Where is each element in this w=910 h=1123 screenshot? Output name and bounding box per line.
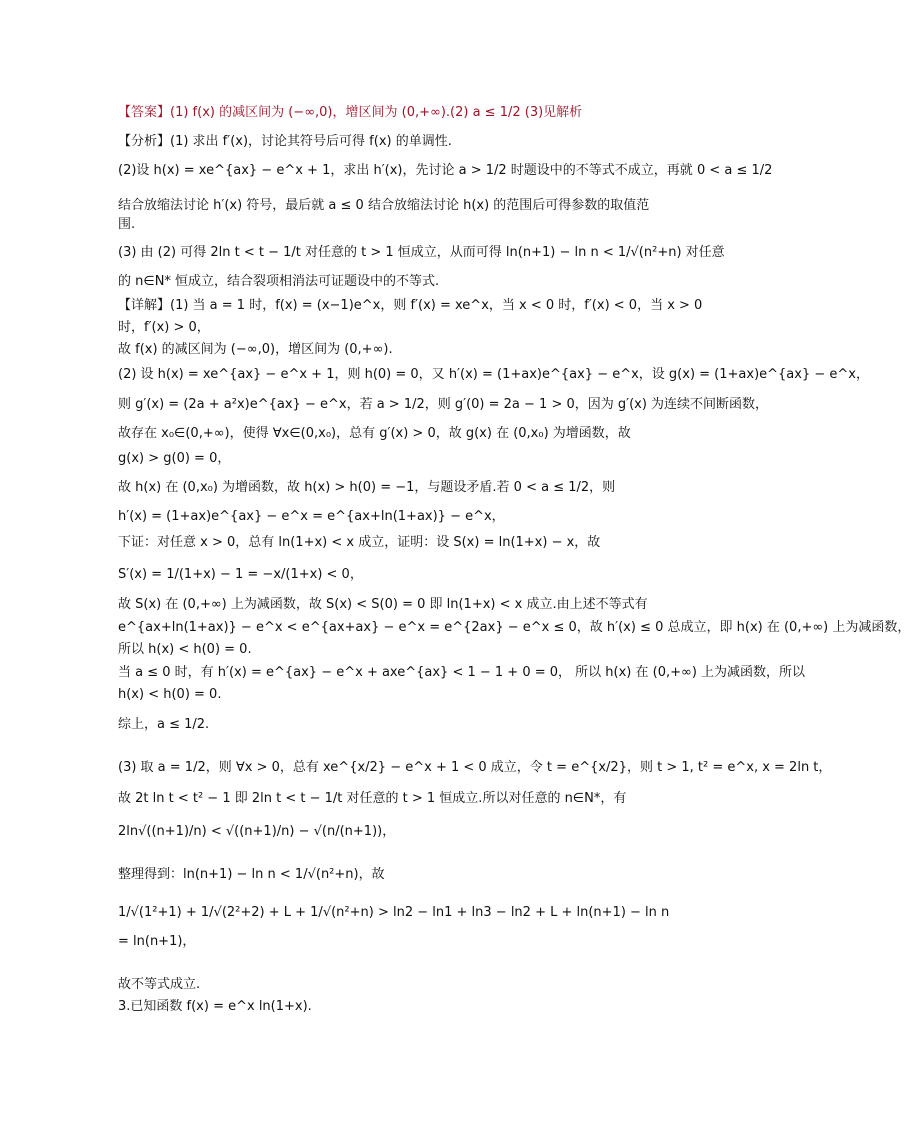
detail-line-4: (2) 设 h(x) = xe^{ax} − e^x + 1，则 h(0) = 0，又 h′(x) = (1+ax)e^{ax} − e^x，设 g(x) = (1+ax)e^{ax} − e^x， (118, 367, 869, 382)
detail-line-19: 故 2t ln t < t² − 1 即 2ln t < t − 1/t 对任意的 t > 1 恒成立.所以对任意的 n∈N*，有 (118, 791, 627, 806)
detail-line-9: h′(x) = (1+ax)e^{ax} − e^x = e^{ax+ln(1+ax)} − e^x， (118, 509, 505, 524)
detail-line-7: g(x) > g(0) = 0， (118, 451, 231, 466)
detail-line-15: 当 a ≤ 0 时，有 h′(x) = e^{ax} − e^x + axe^{ax} < 1 − 1 + 0 = 0， 所以 h(x) 在 (0,+∞) 上为减函数，所以 (118, 665, 806, 680)
detail-line-20: 2ln√((n+1)/n) < √((n+1)/n) − √(n/(n+1))， (118, 824, 396, 839)
detail-line-1: 【详解】(1) 当 a = 1 时，f(x) = (x−1)e^x，则 f′(x) = xe^x，当 x < 0 时，f′(x) < 0，当 x > 0 (118, 298, 703, 313)
analysis-line-3: 结合放缩法讨论 h′(x) 符号，最后就 a ≤ 0 结合放缩法讨论 h(x) 的范围后可得参数的取值范 (118, 198, 650, 213)
detail-line-14: 所以 h(x) < h(0) = 0. (118, 642, 252, 657)
detail-line-5: 则 g′(x) = (2a + a²x)e^{ax} − e^x，若 a > 1/2，则 g′(0) = 2a − 1 > 0，因为 g′(x) 为连续不间断函数， (118, 397, 769, 412)
detail-line-22: 1/√(1²+1) + 1/√(2²+2) + L + 1/√(n²+n) > ln2 − ln1 + ln3 − ln2 + L + ln(n+1) − ln n (118, 905, 670, 920)
analysis-line-2: (2)设 h(x) = xe^{ax} − e^x + 1，求出 h′(x)，先讨论 a > 1/2 时题设中的不等式不成立，再就 0 < a ≤ 1/2 (118, 163, 773, 178)
analysis-line-5: (3) 由 (2) 可得 2ln t < t − 1/t 对任意的 t > 1 恒成立，从而可得 ln(n+1) − ln n < 1/√(n²+n) 对任意 (118, 245, 725, 260)
analysis-line-1: 【分析】(1) 求出 f′(x)，讨论其符号后可得 f(x) 的单调性. (118, 134, 452, 149)
detail-line-21: 整理得到：ln(n+1) − ln n < 1/√(n²+n)，故 (118, 867, 385, 882)
detail-line-17: 综上，a ≤ 1/2. (118, 717, 210, 732)
detail-line-18: (3) 取 a = 1/2，则 ∀x > 0，总有 xe^{x/2} − e^x + 1 < 0 成立，令 t = e^{x/2}，则 t > 1, t² = e^x, x = 2ln t， (118, 760, 832, 775)
analysis-line-6: 的 n∈N* 恒成立，结合裂项相消法可证题设中的不等式. (118, 274, 440, 289)
detail-line-3: 故 f(x) 的减区间为 (−∞,0)，增区间为 (0,+∞). (118, 342, 393, 357)
detail-line-10: 下证：对任意 x > 0，总有 ln(1+x) < x 成立，证明：设 S(x) = ln(1+x) − x，故 (118, 535, 601, 550)
detail-line-16: h(x) < h(0) = 0. (118, 687, 222, 702)
detail-line-6: 故存在 x₀∈(0,+∞)，使得 ∀x∈(0,x₀)，总有 g′(x) > 0，故 g(x) 在 (0,x₀) 为增函数，故 (118, 426, 631, 441)
detail-line-23: = ln(n+1)， (118, 934, 196, 949)
detail-line-8: 故 h(x) 在 (0,x₀) 为增函数，故 h(x) > h(0) = −1，与题设矛盾.若 0 < a ≤ 1/2，则 (118, 480, 616, 495)
conclusion-line: 故不等式成立. (118, 977, 201, 992)
detail-line-2: 时，f′(x) > 0， (118, 320, 210, 335)
answer-line (118, 104, 678, 122)
answer-text: 【答案】(1) f(x) 的减区间为 (−∞,0)，增区间为 (0,+∞).(2) a ≤ 1/2 (3)见解析 (118, 105, 583, 120)
detail-line-13: e^{ax+ln(1+ax)} − e^x < e^{ax+ax} − e^x = e^{2ax} − e^x ≤ 0，故 h′(x) ≤ 0 总成立，即 h(x) 在 (0,+∞) 上为减函数， (118, 620, 910, 635)
analysis-line-4: 围. (118, 217, 136, 232)
detail-line-12: 故 S(x) 在 (0,+∞) 上为减函数，故 S(x) < S(0) = 0 即 ln(1+x) < x 成立.由上述不等式有 (118, 597, 648, 612)
problem-3-line: 3.已知函数 f(x) = e^x ln(1+x). (118, 999, 312, 1014)
detail-line-11: S′(x) = 1/(1+x) − 1 = −x/(1+x) < 0， (118, 567, 363, 582)
